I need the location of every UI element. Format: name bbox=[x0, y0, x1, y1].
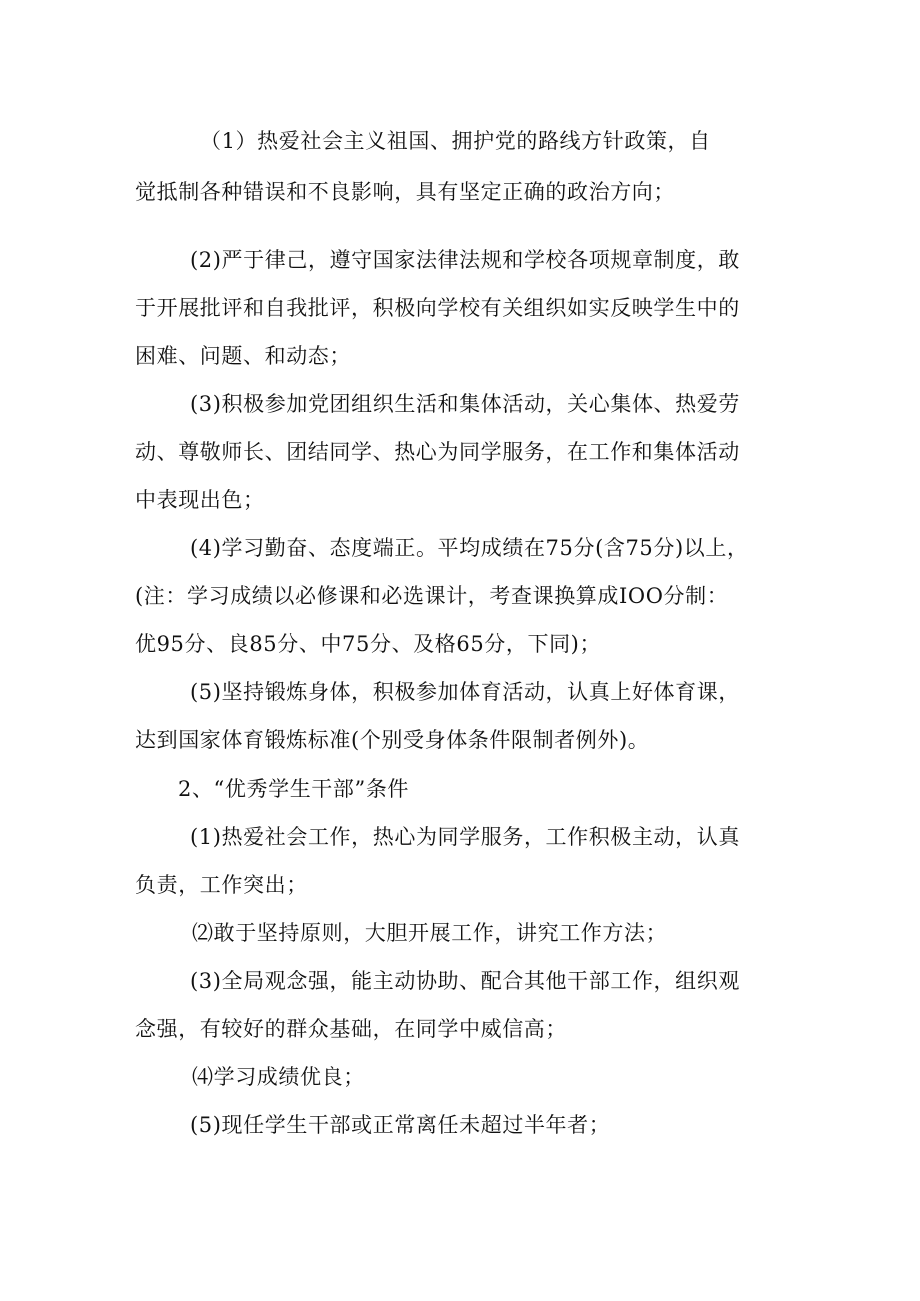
cadre-criterion-1-line-1: (1)热爱社会工作，热心为同学服务，工作积极主动，认真 bbox=[190, 825, 740, 849]
paragraph-4-line-2: (注：学习成绩以必修课和必选课计，考查课换算成IOO分制： bbox=[135, 584, 729, 608]
paragraph-2-line-1: (2)严于律己，遵守国家法律法规和学校各项规章制度，敢 bbox=[190, 248, 740, 272]
cadre-criterion-3-line-2: 念强，有较好的群众基础，在同学中威信高； bbox=[135, 1017, 567, 1041]
cadre-criterion-5: (5)现任学生干部或正常离任未超过半年者； bbox=[190, 1113, 611, 1137]
cadre-criterion-2: ⑵敢于坚持原则，大胆开展工作，讲究工作方法； bbox=[192, 921, 668, 945]
paragraph-3-line-3: 中表现出色； bbox=[135, 488, 265, 512]
paragraph-2-line-2: 于开展批评和自我批评，积极向学校有关组织如实反映学生中的 bbox=[135, 296, 740, 320]
paragraph-4-line-3: 优95分、良85分、中75分、及格65分，下同)； bbox=[135, 632, 602, 656]
paragraph-5-line-2: 达到国家体育锻炼标准(个别受身体条件限制者例外)。 bbox=[135, 728, 650, 752]
paragraph-1-line-2: 觉抵制各种错误和不良影响，具有坚定正确的政治方向； bbox=[135, 180, 675, 204]
paragraph-3-line-2: 动、尊敬师长、团结同学、热心为同学服务，在工作和集体活动 bbox=[135, 440, 740, 464]
paragraph-2-line-3: 困难、问题、和动态； bbox=[135, 344, 351, 368]
section-heading-outstanding-cadre: 2、“优秀学生干部”条件 bbox=[178, 777, 410, 801]
paragraph-1-line-1: （1）热爱社会主义祖国、拥护党的路线方针政策，自 bbox=[200, 129, 711, 153]
cadre-criterion-4: ⑷学习成绩优良； bbox=[192, 1065, 365, 1089]
paragraph-3-line-1: (3)积极参加党团组织生活和集体活动，关心集体、热爱劳 bbox=[190, 392, 740, 416]
cadre-criterion-3-line-1: (3)全局观念强，能主动协助、配合其他干部工作，组织观 bbox=[190, 969, 740, 993]
cadre-criterion-1-line-2: 负责，工作突出； bbox=[135, 873, 308, 897]
paragraph-5-line-1: (5)坚持锻炼身体，积极参加体育活动，认真上好体育课， bbox=[190, 680, 740, 704]
paragraph-4-line-1: (4)学习勤奋、态度端正。平均成绩在75分(含75分)以上， bbox=[190, 536, 749, 560]
